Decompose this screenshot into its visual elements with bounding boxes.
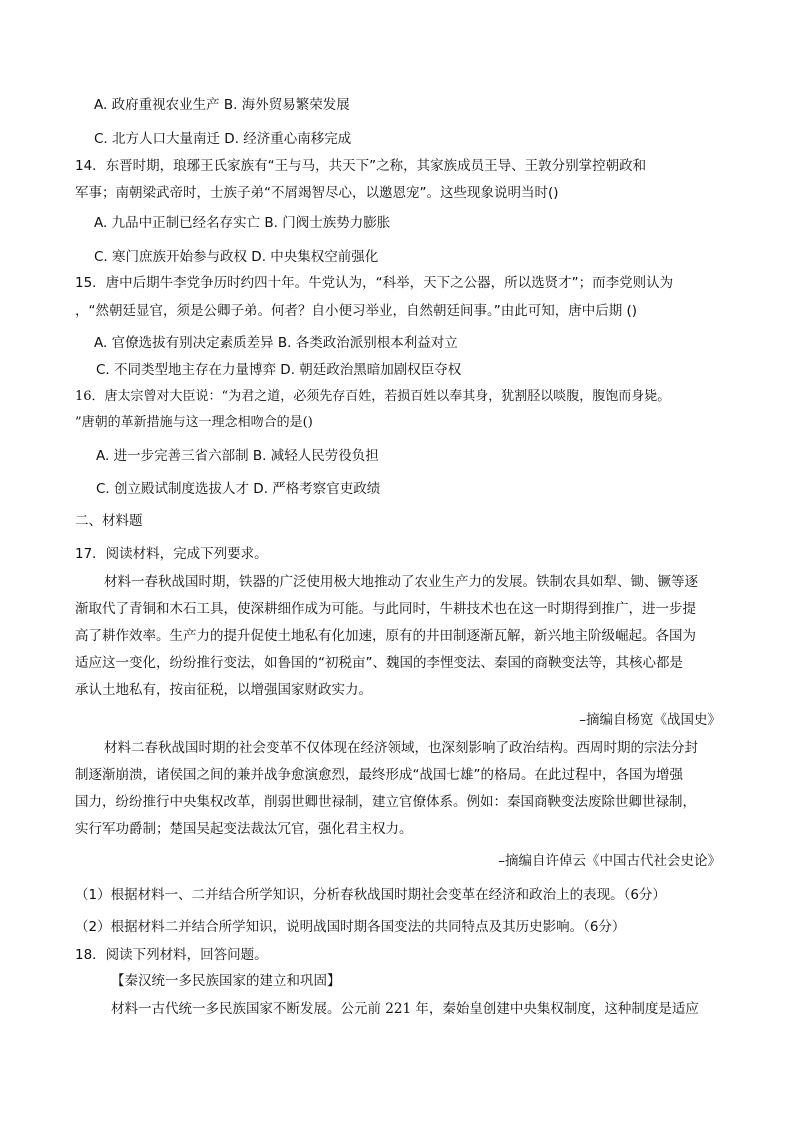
- question-17-stem: 17．阅读材料，完成下列要求。: [75, 546, 268, 562]
- question-16-stem-1: 16．唐太宗曾对大臣说：“为君之道，必须先存百姓，若损百姓以奉其身，犹割胫以啖腹，腹饱而身毙。: [75, 389, 671, 404]
- option-line-15-cd: C. 不同类型地主存在力量博弈 D. 朝廷政治黑暗加剧权臣夺权: [96, 362, 462, 378]
- question-14-stem-1: 14．东晋时期，琅琊王氏家族有“王与马，共天下”之称，其家族成员王导、王敦分别掌控朝政和: [75, 158, 647, 174]
- option-line-13-ab: A. 政府重视农业生产 B. 海外贸易繁荣发展: [94, 97, 350, 113]
- material-1-line-5: 承认土地私有，按亩征税，以增强国家财政实力。: [75, 682, 372, 698]
- material-2-source: –摘编自许倬云《中国古代社会史论》: [498, 853, 721, 869]
- option-line-16-ab: A. 进一步完善三省六部制 B. 减轻人民劳役负担: [96, 448, 379, 464]
- option-line-14-cd: C. 寒门庶族开始参与政权 D. 中央集权空前强化: [94, 249, 379, 265]
- option-line-14-ab: A. 九品中正制已经名存实亡 B. 门阀士族势力膨胀: [94, 215, 391, 231]
- material-1-line-4: 适应这一变化，纷纷推行变法，如鲁国的“初税亩”、魏国的李悝变法、秦国的商鞅变法等，其核心都是: [75, 655, 683, 671]
- question-16-stem-2: ”唐朝的革新措施与这一理念相吻合的是(): [75, 415, 313, 430]
- material-1-line-1: 材料一春秋战国时期，铁器的广泛使用极大地推动了农业生产力的发展。铁制农具如犁、锄、镢等逐: [104, 574, 698, 590]
- question-14-stem-2: 军事；南朝梁武帝时，士族子弟“不屑竭智尽心，以邀恩宠”。这些现象说明当时(): [75, 185, 559, 201]
- section-heading-materials: 二、材料题: [75, 513, 143, 529]
- material-1-line-3: 高了耕作效率。生产力的提升促使土地私有化加速，原有的井田制逐渐瓦解，新兴地主阶级崛起。各国为: [75, 628, 696, 644]
- material-2-line-4: 实行军功爵制；楚国吴起变法裁汰冗官，强化君主权力。: [75, 821, 413, 837]
- requirement-1: （1）根据材料一、二并结合所学知识，分析春秋战国时期社会变革在经济和政治上的表现。（6分）: [75, 887, 666, 903]
- option-line-15-ab: A. 官僚选拔有别决定素质差异 B. 各类政治派别根本利益对立: [94, 335, 458, 351]
- material-3-line-1: 材料一古代统一多民族国家不断发展。公元前 221 年，秦始皇创建中央集权制度，这种制度是适应: [111, 1001, 699, 1017]
- option-line-13-cd: C. 北方人口大量南迁 D. 经济重心南移完成: [94, 131, 352, 147]
- option-line-16-cd: C. 创立殿试制度选拔人才 D. 严格考察官吏政绩: [96, 481, 381, 497]
- question-15-stem-2: ，“然朝廷显官，须是公卿子弟。何者？自小便习举业，自然朝廷间事。”由此可知，唐中后期 (): [75, 303, 638, 319]
- material-2-line-2: 制逐渐崩溃，诸侯国之间的兼并战争愈演愈烈，最终形成“战国七雄”的格局。在此过程中，各国为增强: [75, 767, 683, 783]
- section-title-qin-han: 【秦汉统一多民族国家的建立和巩固】: [111, 973, 341, 989]
- material-2-line-1: 材料二春秋战国时期的社会变革不仅体现在经济领域，也深刻影响了政治结构。西周时期的宗法分封: [104, 740, 698, 756]
- requirement-2: （2）根据材料二并结合所学知识，说明战国时期各国变法的共同特点及其历史影响。（6分）: [75, 919, 626, 935]
- material-1-source: –摘编自杨宽《战国史》: [579, 712, 721, 728]
- material-2-line-3: 国力，纷纷推行中央集权改革，削弱世卿世禄制，建立官僚体系。例如：秦国商鞅变法废除世卿世禄制，: [75, 794, 696, 810]
- question-15-stem-1: 15．唐中后期牛李党争历时约四十年。牛党认为，“科举，天下之公器，所以选贤才”；而李党则认为: [75, 275, 674, 291]
- material-1-line-2: 渐取代了青铜和木石工具，使深耕细作成为可能。与此同时，牛耕技术也在这一时期得到推广，进一步提: [75, 601, 696, 617]
- question-18-stem: 18．阅读下列材料，回答问题。: [75, 947, 268, 963]
